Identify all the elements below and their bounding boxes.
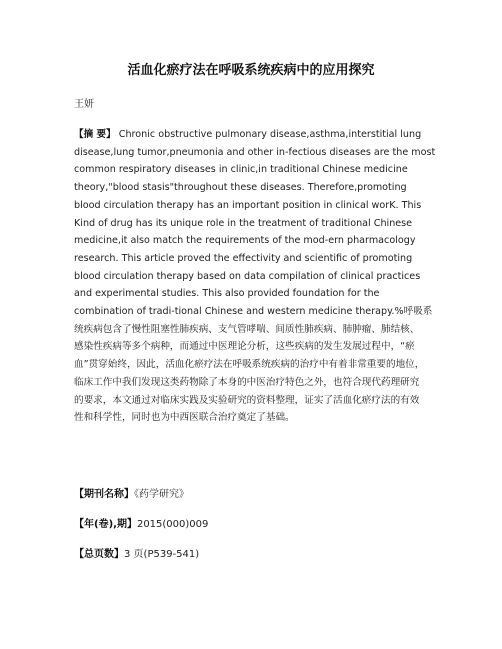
abstract-line: 的要求，本文通过对临床实践及实验研究的资料整理，证实了活血化瘀疗法的有效 [74, 394, 420, 406]
abstract-line [74, 126, 438, 144]
abstract-line: research. This article proved the effectivity and scientific of promoting [74, 252, 413, 264]
journal-name-label: 【期刊名称】 [74, 489, 134, 500]
abstract-label: 【摘 要】 [74, 129, 116, 140]
abstract-block [74, 126, 438, 427]
abstract-line: 感染性疾病等多个病种，而通过中医理论分析，这些疾病的发生发展过程中，“瘀 [74, 341, 415, 353]
abstract-line: Kind of drug has its unique role in the treatment of traditional Chinese [74, 217, 413, 229]
pages-label: 【总页数】 [74, 549, 124, 560]
abstract-line: combination of tradi-tional Chinese and western medicine therapy.%呼吸系 [74, 306, 433, 318]
issue-label: 【年(卷),期】 [74, 519, 137, 530]
issue-value: 2015(000)009 [136, 519, 209, 530]
abstract-line: blood circulation therapy has an important position in clinical worK. This [74, 199, 422, 211]
abstract-line: theory,"blood stasis"throughout these diseases. Therefore,promoting [74, 182, 407, 194]
abstract-line: blood circulation therapy based on data compilation of clinical practices [74, 270, 421, 282]
abstract-line: medicine,it also match the requirements of the mod-ern pharmacology [74, 235, 416, 247]
issue-row [74, 518, 208, 532]
pages-value: 3 页(P539-541) [124, 549, 200, 560]
abstract-line: disease,lung tumor,pneumonia and other in-fectious diseases are the most [74, 146, 436, 158]
pages-row [74, 548, 199, 562]
abstract-line: 性和科学性，同时也为中西医联合治疗奠定了基础。 [74, 412, 295, 424]
journal-name-value: 《药学研究》 [134, 489, 189, 500]
abstract-text: Chronic obstructive pulmonary disease,asthma,interstitial lung [118, 129, 422, 140]
abstract-line: 临床工作中我们发现这类药物除了本身的中医治疗特色之外，也符合现代药理研究 [74, 376, 420, 388]
paper-title: 活血化瘀疗法在呼吸系统疾病中的应用探究 [127, 63, 375, 78]
abstract-line: and experimental studies. This also provided foundation for the [74, 288, 380, 300]
abstract-line: common respiratory diseases in clinic,in traditional Chinese medicine [74, 164, 408, 176]
abstract-line: 统疾病包含了慢性阻塞性肺疾病、支气管哮喘、间质性肺疾病、肺肿瘤、肺结核、 [74, 323, 420, 335]
abstract-line: 血”贯穿始终，因此，活血化瘀疗法在呼吸系统疾病的治疗中有着非常重要的地位， [74, 359, 425, 371]
journal-name-row [74, 488, 189, 502]
author-name: 王妍 [74, 99, 94, 110]
